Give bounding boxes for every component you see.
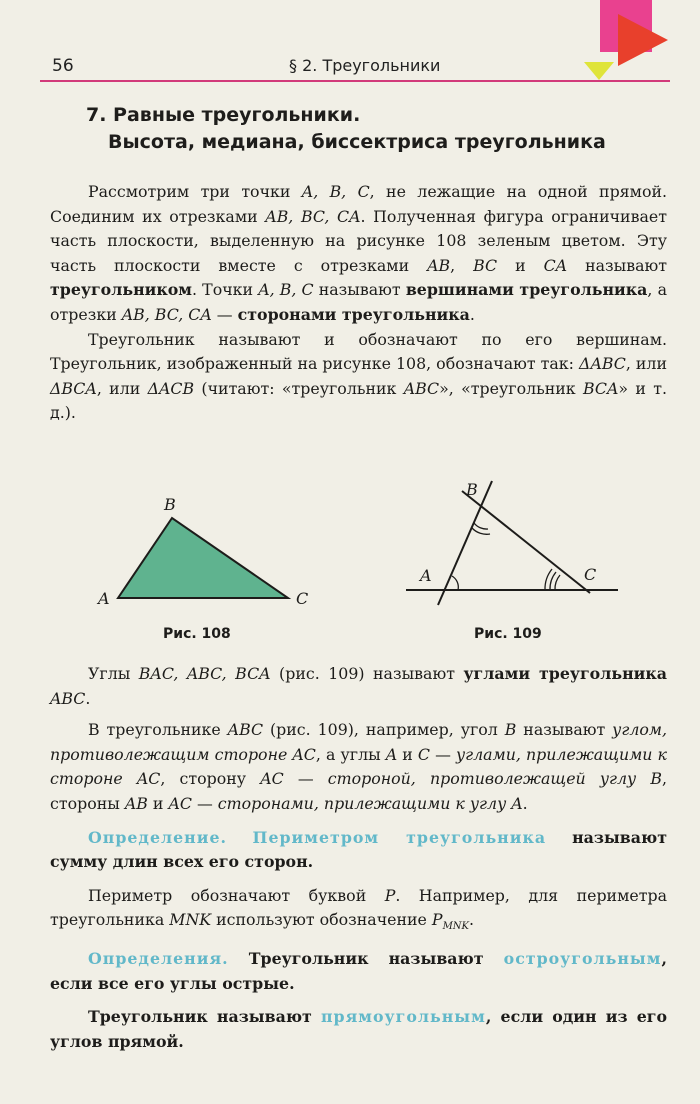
line-bc	[462, 491, 590, 593]
figure-109	[400, 475, 650, 615]
vertex-label-b: B	[164, 495, 176, 514]
vertex-label-c: C	[296, 589, 309, 608]
section-title: § 2. Треугольники	[289, 56, 441, 75]
paragraph-definition-triangle: Рассмотрим три точки A, B, C, не лежащие на одной прямой. Соединим их отрезками AB, BC, CA. Полученная фигура ограничивает часть плоскости, выделенную на рисунке 108 зеленым цветом. Эту часть плоскости вместе с отрезками AB, BC и CA называют треугольником. Точки A, B, C называют вершинами треугольника, а отрезки AB, BC, CA — сторонами треугольника.	[50, 182, 668, 324]
figure-108	[90, 490, 350, 620]
vertex-label-a: A	[420, 566, 432, 585]
angle-arc-b-1	[474, 523, 488, 529]
page-number: 56	[52, 56, 74, 76]
triangle-abc-filled	[118, 518, 288, 598]
chapter-title	[86, 102, 646, 156]
figure-108-caption: Рис. 108	[163, 626, 231, 642]
angle-arc-c-3	[545, 569, 552, 590]
angle-arc-a	[452, 576, 458, 590]
definition-right-triangle: Треугольник называют прямоугольным, если один из его углов прямой.	[50, 1007, 667, 1051]
chapter-title-line2: Высота, медиана, биссектриса треугольника	[108, 131, 606, 153]
paragraph-notation: Треугольник называют и обозначают по его вершинам. Треугольник, изображенный на рисунке 108, обозначают так: ΔABC, или ΔBCA, или ΔACB (читают: «треугольник ABC», «треугольник BCA» и т. д.).	[50, 329, 667, 423]
chapter-title-line1: 7. Равные треугольники.	[86, 104, 361, 126]
angle-arc-c-1	[555, 575, 560, 590]
intro-text	[50, 180, 667, 426]
angles-text	[50, 662, 667, 1054]
page-header	[0, 0, 700, 100]
vertex-label-c: C	[584, 565, 597, 584]
paragraph-opposite-adjacent: В треугольнике ABC (рис. 109), например, угол B называют углом, противолежащим стороне AC, а углы A и C — углами, прилежащими к стороне AC, сторону AC — стороной, противолежащей углу B, стороны AB и AC — сторонами, прилежащими к углу A.	[50, 720, 668, 813]
vertex-label-b: B	[466, 480, 478, 499]
definition-acute-triangle: Определения. Треугольник называют остроугольным, если все его углы острые.	[50, 949, 667, 993]
yellow-triangle	[584, 62, 614, 80]
figure-109-caption: Рис. 109	[474, 626, 542, 642]
vertex-label-a: A	[98, 589, 110, 608]
header-rule	[40, 80, 670, 82]
paragraph-angles: Углы BAC, ABC, BCA (рис. 109) называют углами треугольника ABC.	[50, 664, 667, 708]
definition-perimeter: Определение. Периметром треугольника называют сумму длин всех его сторон.	[50, 827, 668, 872]
corner-decoration	[0, 0, 700, 100]
line-ab	[438, 481, 492, 605]
paragraph-perimeter-notation: Периметр обозначают буквой P. Например, для периметра треугольника MNK используют обозначение $P_{MNK}$.	[50, 885, 667, 933]
